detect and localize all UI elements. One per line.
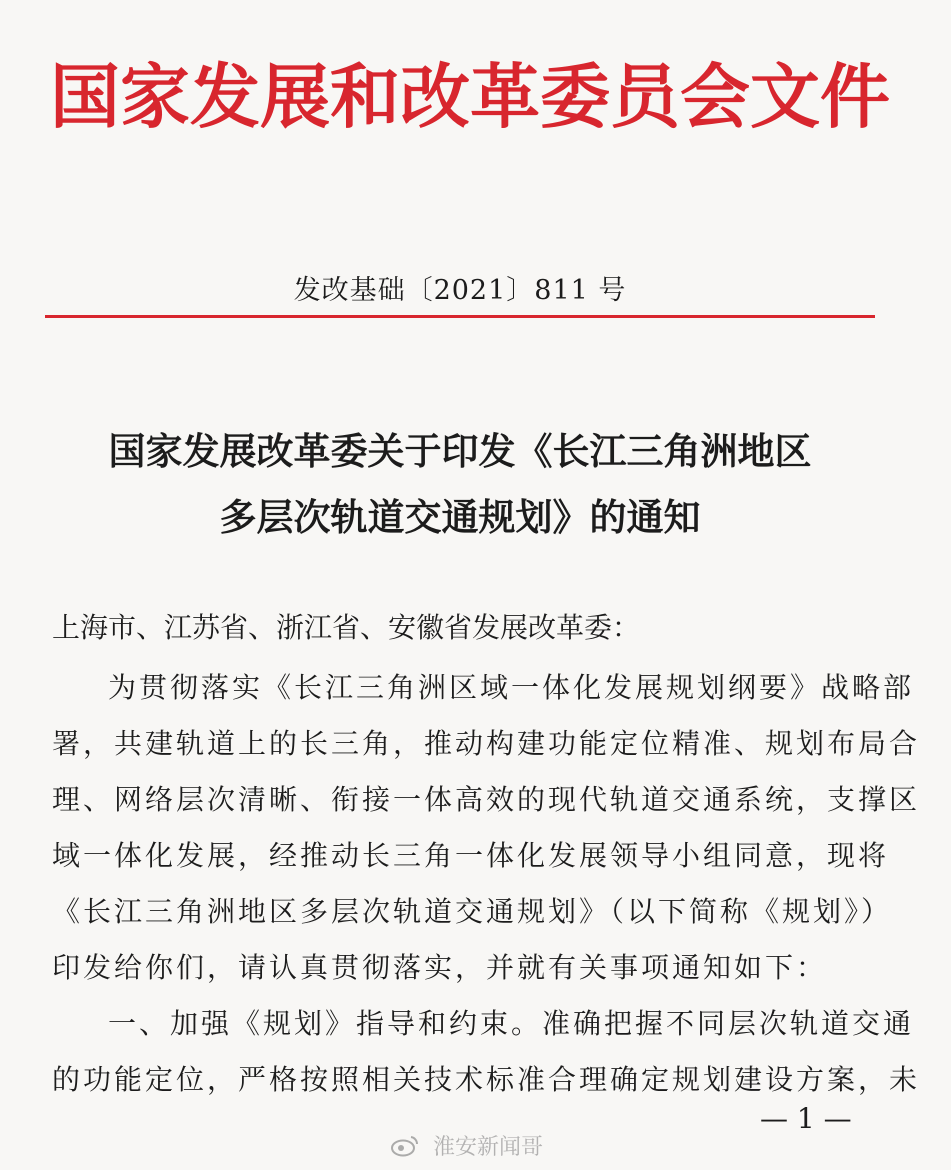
paragraph-1-line-1: 为贯彻落实《长江三角洲区域一体化发展规划纲要》战略部 bbox=[108, 671, 915, 704]
addressee: 上海市、江苏省、浙江省、安徽省发展改革委： bbox=[52, 611, 641, 644]
red-divider-line bbox=[45, 315, 875, 318]
paragraph-1-line-2: 署，共建轨道上的长三角，推动构建功能定位精准、规划布局合 bbox=[52, 727, 921, 760]
paragraph-1-line-6: 印发给你们，请认真贯彻落实，并就有关事项通知如下： bbox=[52, 951, 828, 984]
paragraph-1-line-5: 《长江三角洲地区多层次轨道交通规划》（以下简称《规划》） bbox=[52, 895, 893, 928]
weibo-icon bbox=[390, 1133, 420, 1163]
paragraph-2-line-2: 的功能定位，严格按照相关技术标准合理确定规划建设方案，未 bbox=[52, 1063, 921, 1096]
paragraph-2-line-1: 一、加强《规划》指导和约束。准确把握不同层次轨道交通 bbox=[108, 1007, 915, 1040]
document-number: 发改基础〔2021〕811 号 bbox=[293, 275, 627, 306]
document-title bbox=[0, 418, 920, 550]
paragraph-1-line-3: 理、网络层次清晰、衔接一体高效的现代轨道交通系统，支撑区 bbox=[52, 783, 921, 816]
watermark-text: 淮安新闻哥 bbox=[433, 1135, 544, 1160]
title-line-2: 多层次轨道交通规划》的通知 bbox=[219, 495, 701, 539]
title-line-1: 国家发展改革委关于印发《长江三角洲地区 bbox=[108, 429, 812, 473]
issuer-heading: 国家发展和改革委员会文件 bbox=[50, 55, 890, 138]
paragraph-1-line-4: 域一体化发展，经推动长三角一体化发展领导小组同意，现将 bbox=[52, 839, 890, 872]
watermark bbox=[390, 1130, 543, 1163]
page-number: — 1 — bbox=[760, 1102, 852, 1135]
body-text bbox=[52, 660, 921, 1108]
